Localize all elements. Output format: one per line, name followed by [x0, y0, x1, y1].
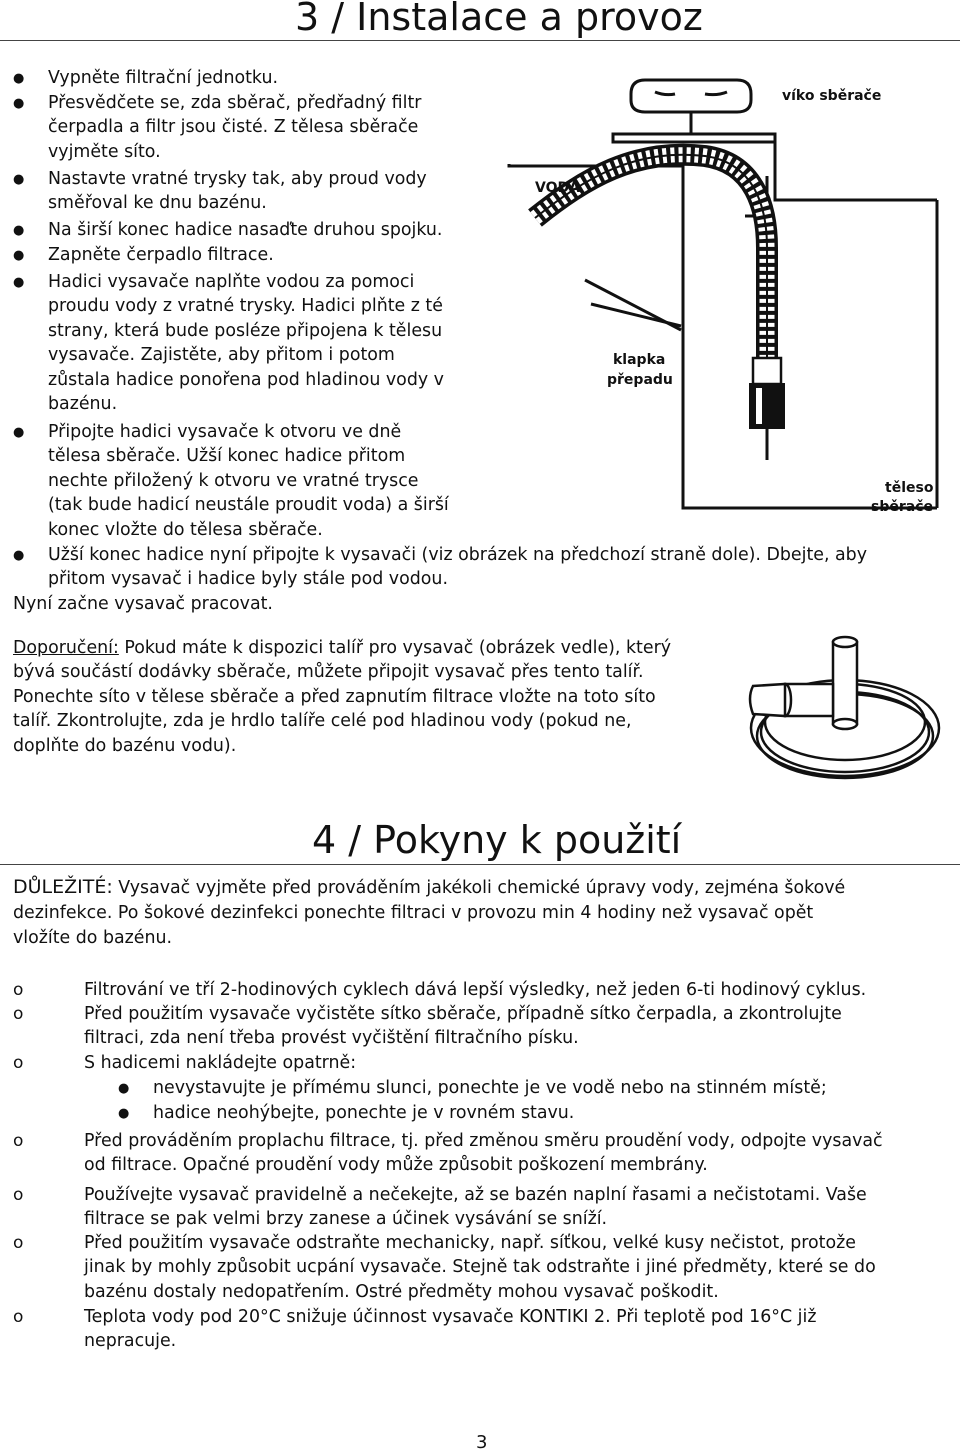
list-item-line: vyjměte síto.: [48, 141, 161, 162]
list-item-line: Před použitím vysavače odstraňte mechanicky, např. síťkou, velké kusy nečistot, protože: [84, 1233, 856, 1253]
section-3-title: 3 / Instalace a provoz: [295, 0, 703, 39]
bullet-icon: ●: [13, 275, 25, 290]
lid-label: víko sběrače: [782, 88, 882, 104]
sub-list-item: nevystavujte je přímému slunci, ponechte je ve vodě nebo na stinném místě;: [153, 1078, 827, 1098]
hose-connector-shape: [753, 358, 781, 384]
list-item: [84, 1305, 816, 1354]
list-item-line: nepracuje.: [84, 1331, 177, 1352]
list-item: [48, 543, 867, 592]
flap-label-line-1: klapka: [613, 352, 666, 368]
list-item: [48, 91, 421, 164]
flap-label-line-2: přepadu: [607, 372, 673, 388]
list-item-line: strany, která bude posléze připojena k tělesu: [48, 320, 443, 341]
skimmer-diagram: [505, 68, 945, 520]
recommendation-line: bývá součástí dodávky sběrače, můžete připojit vysavač přes tento talíř.: [13, 662, 644, 683]
list-item: [84, 1051, 356, 1075]
circle-bullet-icon: o: [13, 1131, 24, 1151]
important-line: dezinfekce. Po šokové dezinfekci ponechte filtraci v provozu min 4 hodiny než vysavač opět: [13, 903, 814, 923]
list-item: [84, 1231, 876, 1304]
bullet-icon: ●: [13, 96, 25, 111]
list-item-line: od filtrace. Opačné proudění vody může způsobit poškození membrány.: [84, 1155, 708, 1176]
section-3-rule: [0, 40, 960, 41]
list-item: [48, 167, 427, 216]
bullet-icon: ●: [13, 425, 25, 440]
list-item: [84, 1002, 842, 1051]
list-item: [48, 243, 274, 267]
list-item-line: Před použitím vysavače vyčistěte sítko sběrače, případně sítko čerpadla, a zkontrolujte: [84, 1004, 842, 1024]
vacuum-plate-drawing: [745, 628, 945, 788]
list-item-line: zůstala hadice ponořena pod hladinou vody v: [48, 369, 444, 390]
recommendation-line: Ponechte síto v tělese sběrače a před zapnutím filtrace vložte na toto síto: [13, 686, 656, 707]
important-label: DŮLEŽITÉ:: [13, 876, 113, 898]
list-item-line: Připojte hadici vysavače k otvoru ve dně: [48, 422, 402, 442]
bullet-icon: ●: [13, 71, 25, 86]
plate-neck-shape: [833, 642, 857, 724]
list-item-line: filtraci, zda není třeba provést vyčištění filtračního písku.: [84, 1028, 579, 1049]
usage-instructions-list: [0, 978, 960, 1358]
list-item-line: Vypněte filtrační jednotku.: [48, 68, 279, 88]
list-item-line: bazénu dostaly nedopatřením. Ostré předměty mohou vysavač poškodit.: [84, 1281, 719, 1302]
circle-bullet-icon: o: [13, 1004, 24, 1024]
list-item-line: Užší konec hadice nyní připojte k vysavači (viz obrázek na předchozí straně dole). Dbejte, aby: [48, 545, 868, 565]
section-4-rule: [0, 864, 960, 865]
section-4-title: 4 / Pokyny k použití: [312, 818, 682, 862]
recommendation-paragraph: [13, 636, 671, 758]
list-item: [48, 218, 442, 242]
list-item-line: S hadicemi nakládejte opatrně:: [84, 1053, 357, 1073]
list-item-line: bazénu.: [48, 394, 118, 415]
list-item-line: přitom vysavač i hadice byly stále pod vodou.: [48, 569, 448, 590]
recommendation-line: talíř. Zkontrolujte, zda je hrdlo talíře celé pod hladinou vody (pokud ne,: [13, 711, 632, 732]
bullet-icon: ●: [13, 248, 25, 263]
recommendation-line: [13, 636, 671, 660]
bullet-icon: ●: [13, 223, 25, 238]
bullet-icon: ●: [118, 1081, 130, 1096]
circle-bullet-icon: o: [13, 1233, 24, 1253]
important-line: vložíte do bazénu.: [13, 928, 173, 948]
circle-bullet-icon: o: [13, 1185, 24, 1205]
bullet-icon: ●: [13, 548, 25, 563]
list-item-line: vysavače. Zajistěte, aby přitom i potom: [48, 345, 395, 366]
list-item-line: jinak by mohly způsobit ucpání vysavače. Stejně tak odstraňte i jiné předměty, které se do: [84, 1257, 876, 1278]
list-item-line: nechte přiložený k otvoru ve vratné trysce: [48, 470, 419, 491]
list-item-line: Před prováděním proplachu filtrace, tj. před změnou směru proudění vody, odpojte vysavač: [84, 1131, 883, 1151]
recommendation-line: doplňte do bazénu vodu).: [13, 735, 237, 756]
list-item-line: Na širší konec hadice nasaďte druhou spojku.: [48, 220, 443, 240]
list-item-line: čerpadla a filtr jsou čisté. Z tělesa sběrače: [48, 117, 419, 138]
water-label: VODA: [535, 180, 580, 196]
list-item-line: (tak bude hadicí neustále proudit voda) a širší: [48, 495, 449, 516]
list-item-line: proudu vody z vratné trysky. Hadici plňte z té: [48, 296, 443, 317]
circle-bullet-icon: o: [13, 980, 24, 1000]
body-label-line-2: sběrače: [871, 499, 933, 515]
lid-handle-shape: [631, 80, 751, 112]
list-item: [48, 270, 444, 416]
bullet-icon: ●: [13, 172, 25, 187]
body-label-line-1: těleso: [885, 480, 934, 496]
list-item: [84, 978, 866, 1002]
list-item-line: Hadici vysavače naplňte vodou za pomoci: [48, 272, 415, 292]
page-number: 3: [476, 1432, 488, 1453]
bullet-icon: ●: [118, 1106, 130, 1121]
list-item: [48, 66, 278, 90]
list-item-line: Přesvědčete se, zda sběrač, předřadný filtr: [48, 93, 422, 113]
list-item-line: konec vložte do tělesa sběrače.: [48, 519, 323, 540]
sub-list-item: hadice neohýbejte, ponechte je v rovném stavu.: [153, 1103, 575, 1123]
list-item-line: Používejte vysavač pravidelně a nečekejte, až se bazén naplní řasami a nečistotami. Vaše: [84, 1185, 867, 1205]
list-item-line: Zapněte čerpadlo filtrace.: [48, 245, 274, 265]
list-item: [84, 1183, 867, 1232]
list-item-line: Filtrování ve tří 2-hodinových cyklech dává lepší výsledky, než jeden 6-ti hodinový cyklus.: [84, 980, 867, 1000]
important-line: [13, 875, 845, 901]
important-note: [13, 875, 845, 951]
list-item-line: Nastavte vratné trysky tak, aby proud vody: [48, 169, 427, 189]
list-item: [48, 420, 449, 542]
recommendation-label: Doporučení:: [13, 638, 119, 658]
recommendation-text: Pokud máte k dispozici talíř pro vysavač (obrázek vedle), který: [118, 638, 672, 658]
list-item: [84, 1129, 883, 1178]
hose-end-shape: [750, 384, 784, 428]
list-item-line: tělesa sběrače. Užší konec hadice přitom: [48, 446, 406, 467]
closing-sentence: Nyní začne vysavač pracovat.: [13, 594, 273, 614]
list-item-line: Teplota vody pod 20°C snižuje účinnost vysavače KONTIKI 2. Při teplotě pod 16°C již: [84, 1307, 817, 1327]
circle-bullet-icon: o: [13, 1053, 24, 1073]
list-item-line: filtrace se pak velmi brzy zanese a účinek vysávání se sníží.: [84, 1209, 608, 1230]
list-item-line: směřoval ke dnu bazénu.: [48, 193, 267, 214]
important-text: Vysavač vyjměte před prováděním jakékoli chemické úpravy vody, zejména šokové: [112, 878, 846, 898]
circle-bullet-icon: o: [13, 1307, 24, 1327]
